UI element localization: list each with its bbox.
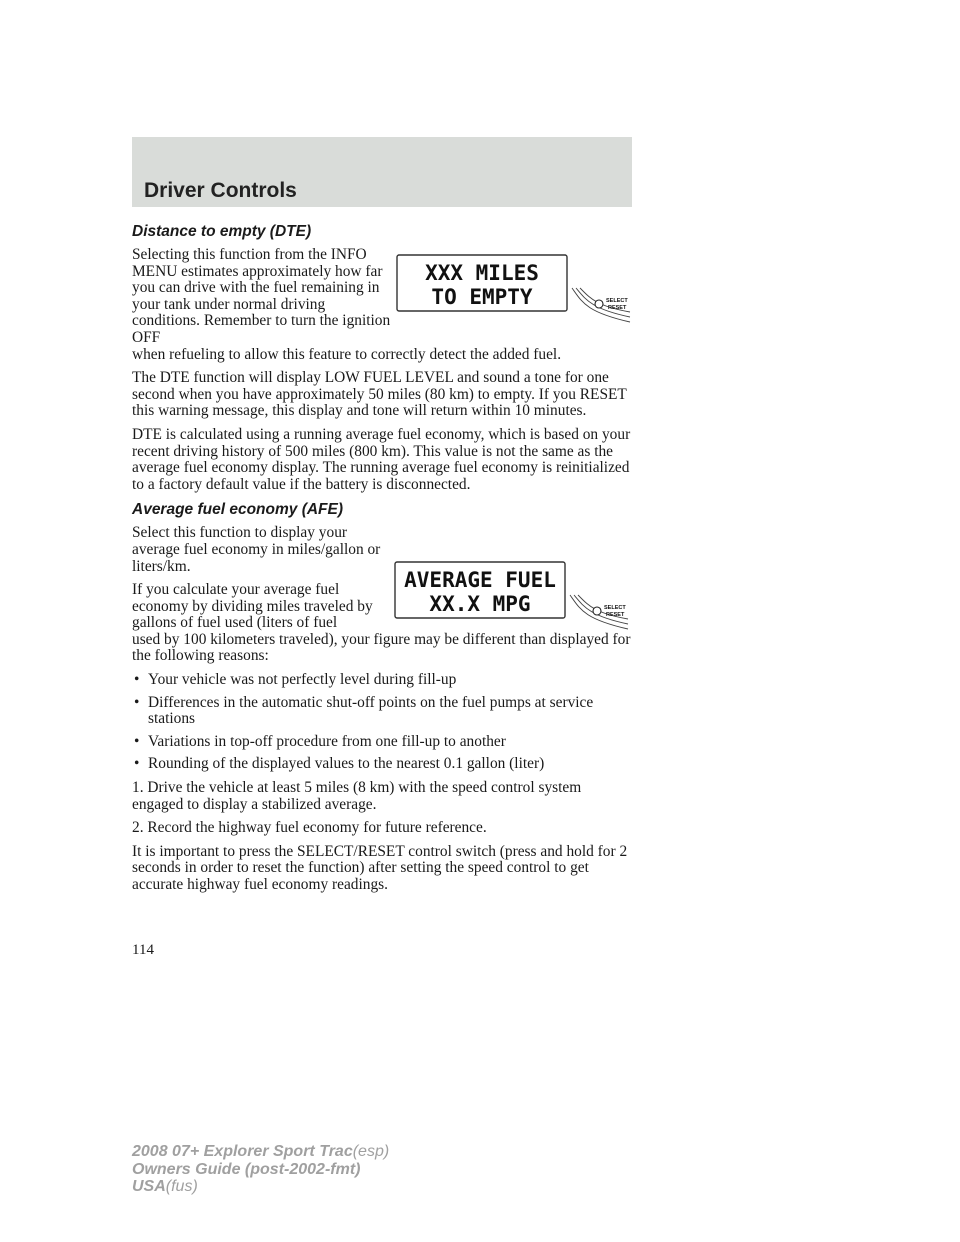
select-label: SELECT [604, 605, 626, 611]
afe-paragraph-2: If you calculate your average fuel economy by dividing miles traveled by gallons of fuel used (liters of fuel [132, 581, 373, 632]
reset-label: RESET [608, 305, 627, 311]
footer-market-code: (fus) [165, 1178, 198, 1195]
document-footer [132, 1143, 389, 1196]
page-number: 114 [132, 942, 154, 958]
afe-heading: Average fuel economy (AFE) [132, 501, 344, 519]
dte-heading: Distance to empty (DTE) [132, 223, 312, 240]
dte-display-line2: TO EMPTY [431, 285, 533, 309]
list-item: • Differences in the automatic shut-off points on the fuel pumps at service stations [134, 693, 594, 728]
afe-paragraph-2-continued: used by 100 kilometers traveled), your figure may be different than displayed for the following reasons: [132, 630, 631, 665]
footer-model-code: (esp) [352, 1143, 390, 1160]
footer-guide: Owners Guide (post-2002-fmt) [132, 1160, 361, 1178]
afe-final-paragraph: It is important to press the SELECT/RESET control switch (press and hold for 2 seconds in order to reset the function) after setting the speed control to get accurate highway fuel economy readings. [132, 842, 628, 893]
select-label: SELECT [606, 298, 628, 304]
reset-label: RESET [606, 612, 625, 618]
afe-step-1: 1. Drive the vehicle at least 5 miles (8 km) with the speed control system engaged to display a stabilized average. [132, 779, 582, 813]
list-item: • Rounding of the displayed values to the nearest 0.1 gallon (liter) [134, 755, 545, 773]
dte-paragraph-2: The DTE function will display LOW FUEL LEVEL and sound a tone for one second when you have approximately 50 miles (80 km) to empty. If you RESET this warning message, this display and tone will return within 10 minutes. [132, 369, 627, 420]
page-content [132, 222, 632, 901]
afe-step-2: 2. Record the highway fuel economy for future reference. [132, 819, 487, 837]
list-item: • Your vehicle was not perfectly level during fill-up [134, 671, 457, 689]
afe-display-line2: XX.X MPG [429, 592, 531, 616]
section-header [132, 137, 632, 207]
footer-market: USA [132, 1178, 166, 1195]
dte-paragraph-3: DTE is calculated using a running average fuel economy, which is based on your recent driving history of 500 miles (800 km). This value is not the same as the average fuel economy display. The running average fuel economy is reinitialized to a factory default value if the battery is disconnected. [132, 425, 631, 493]
afe-paragraph-1: Select this function to display your average fuel economy in miles/gallon or liters/km. [132, 524, 381, 575]
section-title: Driver Controls [144, 179, 297, 202]
dte-intro: Selecting this function from the INFO MENU estimates approximately how far you can drive with the fuel remaining in your tank under normal driving conditions. Remember to turn the ignition OFF [132, 246, 391, 346]
afe-display-line1: AVERAGE FUEL [404, 568, 556, 592]
dte-display-line1: XXX MILES [425, 261, 539, 285]
afe-reasons-list [132, 672, 632, 773]
dte-intro-continued: when refueling to allow this feature to correctly detect the added fuel. [132, 345, 562, 363]
list-item: • Variations in top-off procedure from one fill-up to another [134, 732, 506, 750]
footer-model: 2008 07+ Explorer Sport Trac [132, 1143, 353, 1160]
